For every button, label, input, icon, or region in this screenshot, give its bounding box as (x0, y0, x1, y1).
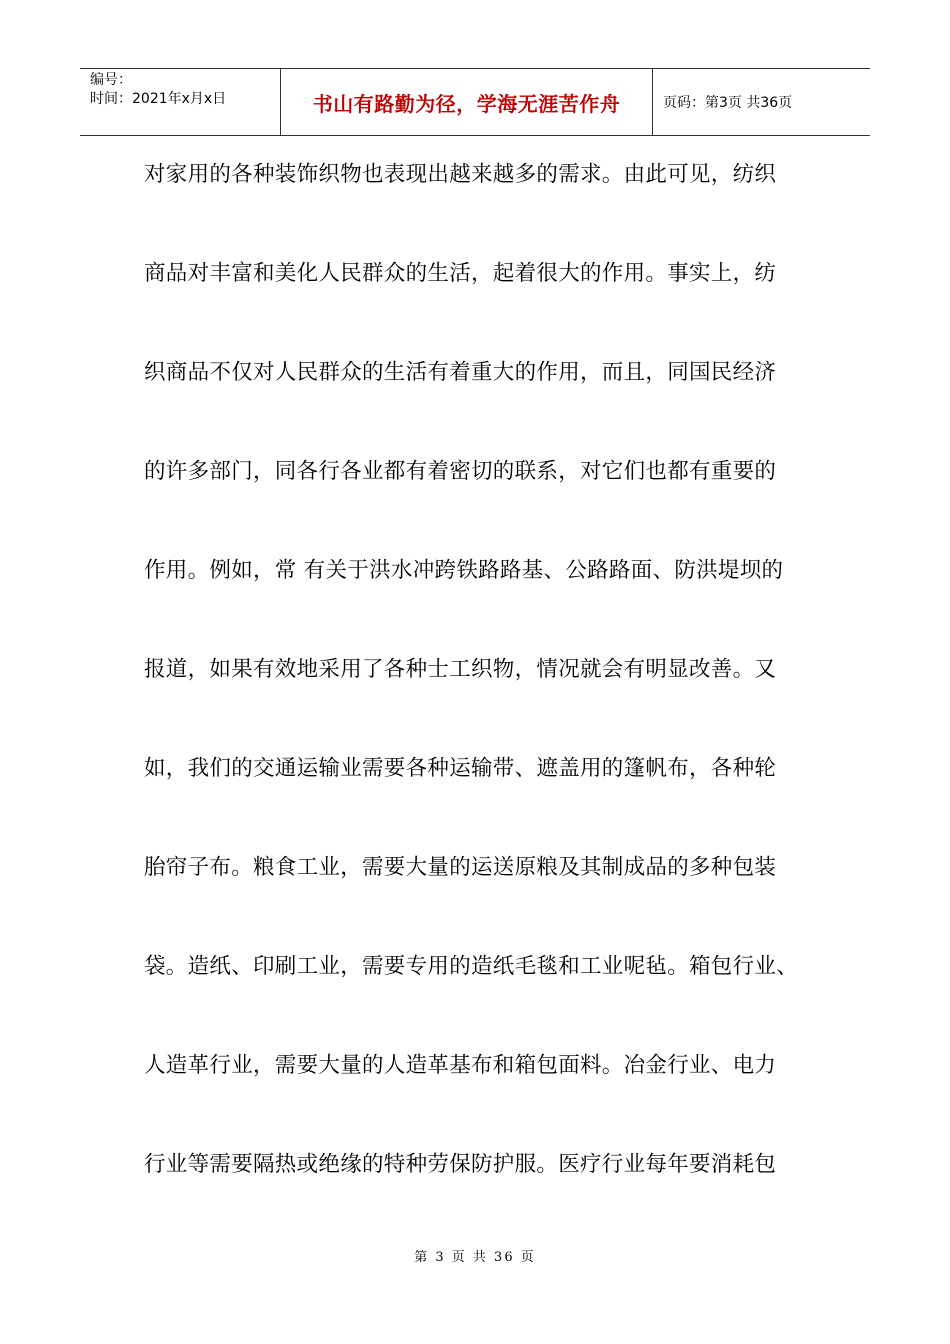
document-date-label: 时间：2021年x月x日 (90, 91, 227, 107)
body-line: 袋。造纸、印刷工业，需要专用的造纸毛毯和工业呢毡。箱包行业、 (144, 954, 799, 979)
header-page-info: 页码：第3页 共36页 (663, 95, 793, 111)
body-line: 的许多部门，同各行各业都有着密切的联系，对它们也都有重要的 (144, 459, 777, 484)
header-meta-cell (80, 69, 281, 135)
body-line: 行业等需要隔热或绝缘的特种劳保防护服。医疗行业每年要消耗包 (144, 1152, 777, 1177)
body-line: 胎帘子布。粮食工业，需要大量的运送原粮及其制成品的多种包装 (144, 855, 777, 880)
header-motto-cell (281, 69, 653, 135)
body-line: 商品对丰富和美化人民群众的生活，起着很大的作用。事实上，纺 (144, 261, 777, 286)
header-motto: 书山有路勤为径，学海无涯苦作舟 (312, 91, 621, 116)
body-line: 作用。例如，常 有关于洪水冲跨铁路路基、公路路面、防洪堤坝的 (144, 558, 784, 583)
page-footer: 第 3 页 共 36 页 (414, 1250, 536, 1265)
body-line: 对家用的各种装饰织物也表现出越来越多的需求。由此可见，纺织 (144, 162, 777, 187)
body-line: 人造革行业，需要大量的人造革基布和箱包面料。冶金行业、电力 (144, 1053, 777, 1078)
page-header (80, 68, 870, 136)
body-line: 织商品不仅对人民群众的生活有着重大的作用，而且，同国民经济 (144, 360, 777, 385)
document-number-label: 编号： (90, 72, 132, 88)
body-line: 如，我们的交通运输业需要各种运输带、遮盖用的篷帆布，各种轮 (144, 756, 777, 781)
document-body (144, 160, 824, 1249)
header-page-cell (653, 69, 870, 135)
body-line: 报道，如果有效地采用了各种士工织物，情况就会有明显改善。又 (144, 657, 777, 682)
